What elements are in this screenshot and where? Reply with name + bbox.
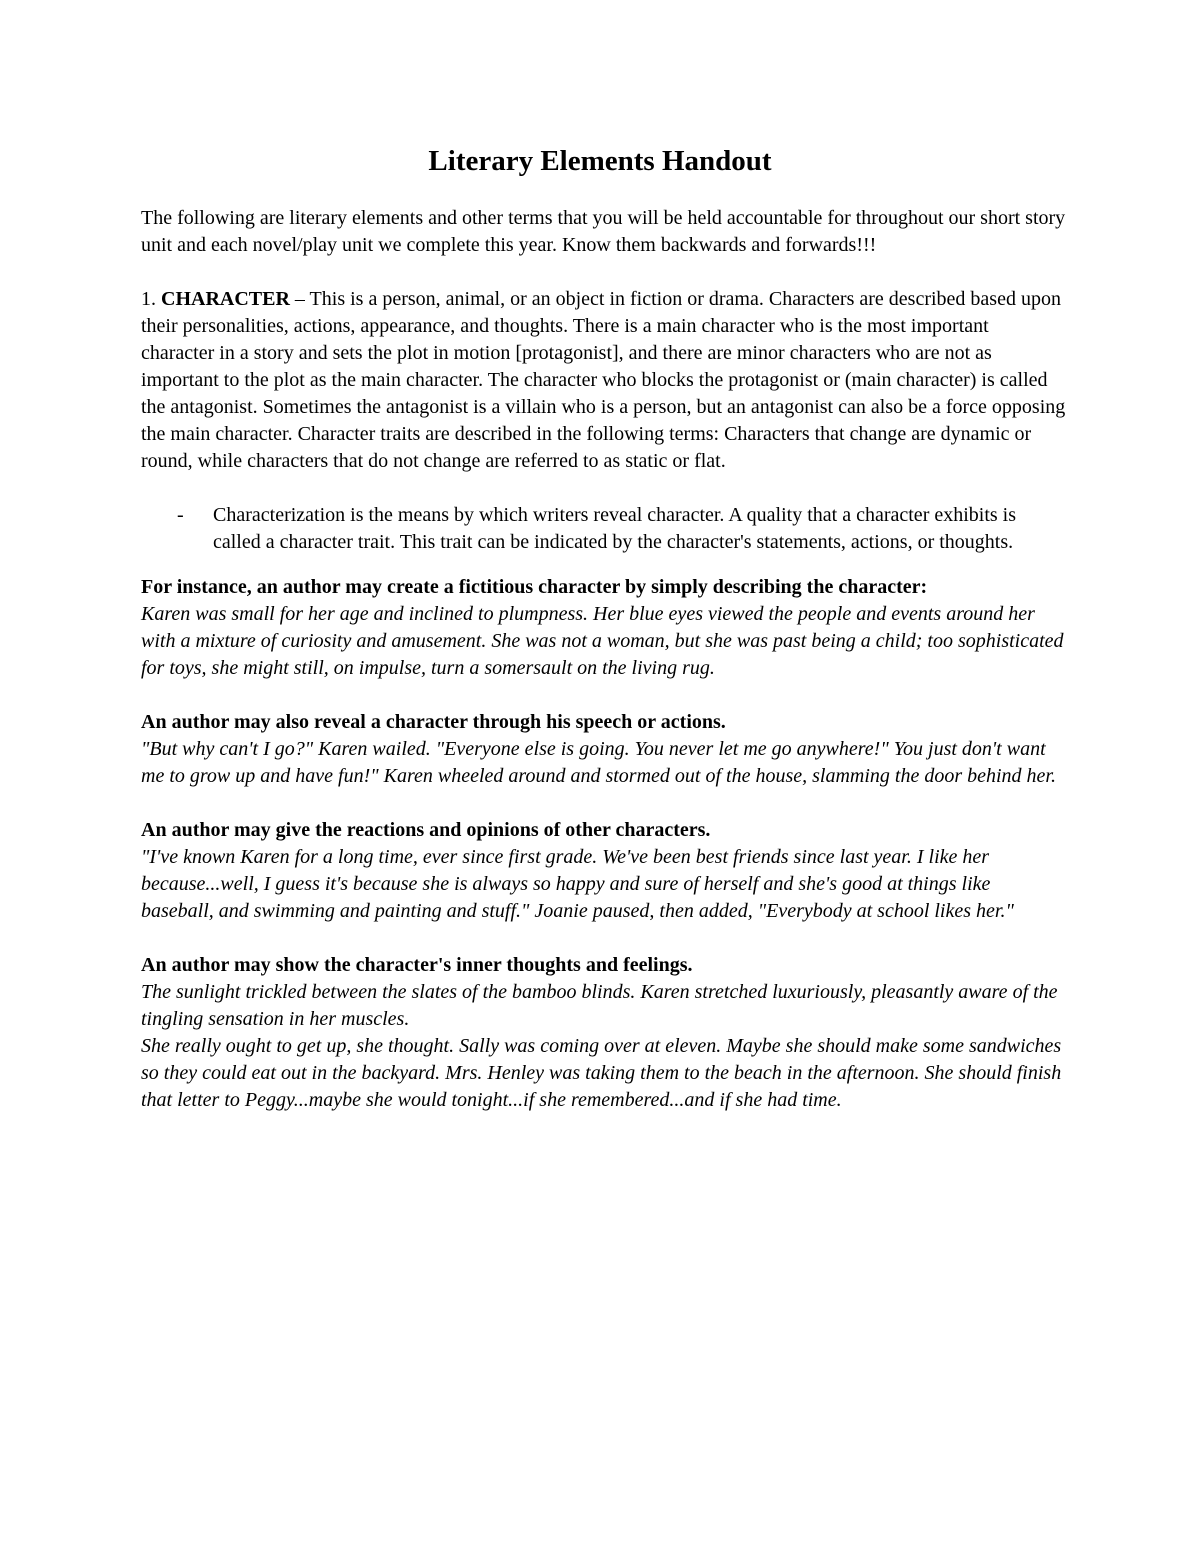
section-inner-thoughts [141,952,1066,1114]
character-definition [141,286,1066,475]
intro-paragraph: The following are literary elements and other terms that you will be held accountable for throughout our short story unit and each novel/play unit we complete this year. Know them backwards and forwards!!! [141,207,1066,256]
character-definition-text: – This is a person, animal, or an object in fiction or drama. Characters are described based upon their personalities, actions, appearance, and thoughts. There is a main character who is the most important character in a story and sets the plot in motion [protagonist], and there are minor characters who are not as important to the plot as the main character. The character who blocks the protagonist or (main character) is called the antagonist. Sometimes the antagonist is a villain who is a person, but an antagonist can also be a force opposing the main character. Character traits are described in the following terms: Characters that change are dynamic or round, while characters that do not change are referred to as static or flat. [141,288,1066,472]
section-heading: An author may also reveal a character through his speech or actions. [141,711,726,733]
example-text-continued: She really ought to get up, she thought. Sally was coming over at eleven. Maybe she should make some sandwiches so they could eat out in the backyard. Mrs. Henley was taking them to the beach in the afternoon. She should finish that letter to Peggy...maybe she would tonight...if she remembered...and if she had time. [141,1035,1062,1111]
section-speech-actions [141,709,1066,790]
section-heading: An author may give the reactions and opinions of other characters. [141,819,711,841]
bullet-dash: - [177,504,184,526]
example-text: The sunlight trickled between the slates of the bamboo blinds. Karen stretched luxuriously, pleasantly aware of the tingling sensation in her muscles. [141,981,1058,1030]
document-body [141,205,1066,1141]
characterization-bullet [141,502,1066,556]
section-describing [141,574,1066,682]
example-text: "I've known Karen for a long time, ever since first grade. We've been best friends since last year. I like her because...well, I guess it's because she is always so happy and sure of herself and she's good at things like baseball, and swimming and painting and stuff." Joanie paused, then added, "Everybody at school likes her." [141,846,1014,922]
section-heading: An author may show the character's inner thoughts and feelings. [141,954,693,976]
term-character: CHARACTER [161,288,290,310]
example-text: "But why can't I go?" Karen wailed. "Everyone else is going. You never let me go anywhere!" You just don't want me to grow up and have fun!" Karen wheeled around and stormed out of the house, slamming the door behind her. [141,738,1056,787]
document-title: Literary Elements Handout [428,145,772,177]
section-heading: For instance, an author may create a fictitious character by simply describing the character: [141,576,928,598]
item-number: 1. [141,288,156,310]
bullet-text: Characterization is the means by which writers reveal character. A quality that a character exhibits is called a character trait. This trait can be indicated by the character's statements, actions, or thoughts. [213,504,1017,553]
section-reactions-opinions [141,817,1066,925]
example-text: Karen was small for her age and inclined to plumpness. Her blue eyes viewed the people and events around her with a mixture of curiosity and amusement. She was not a woman, but she was past being a child; too sophisticated for toys, she might still, on impulse, turn a somersault on the living rug. [141,603,1064,679]
